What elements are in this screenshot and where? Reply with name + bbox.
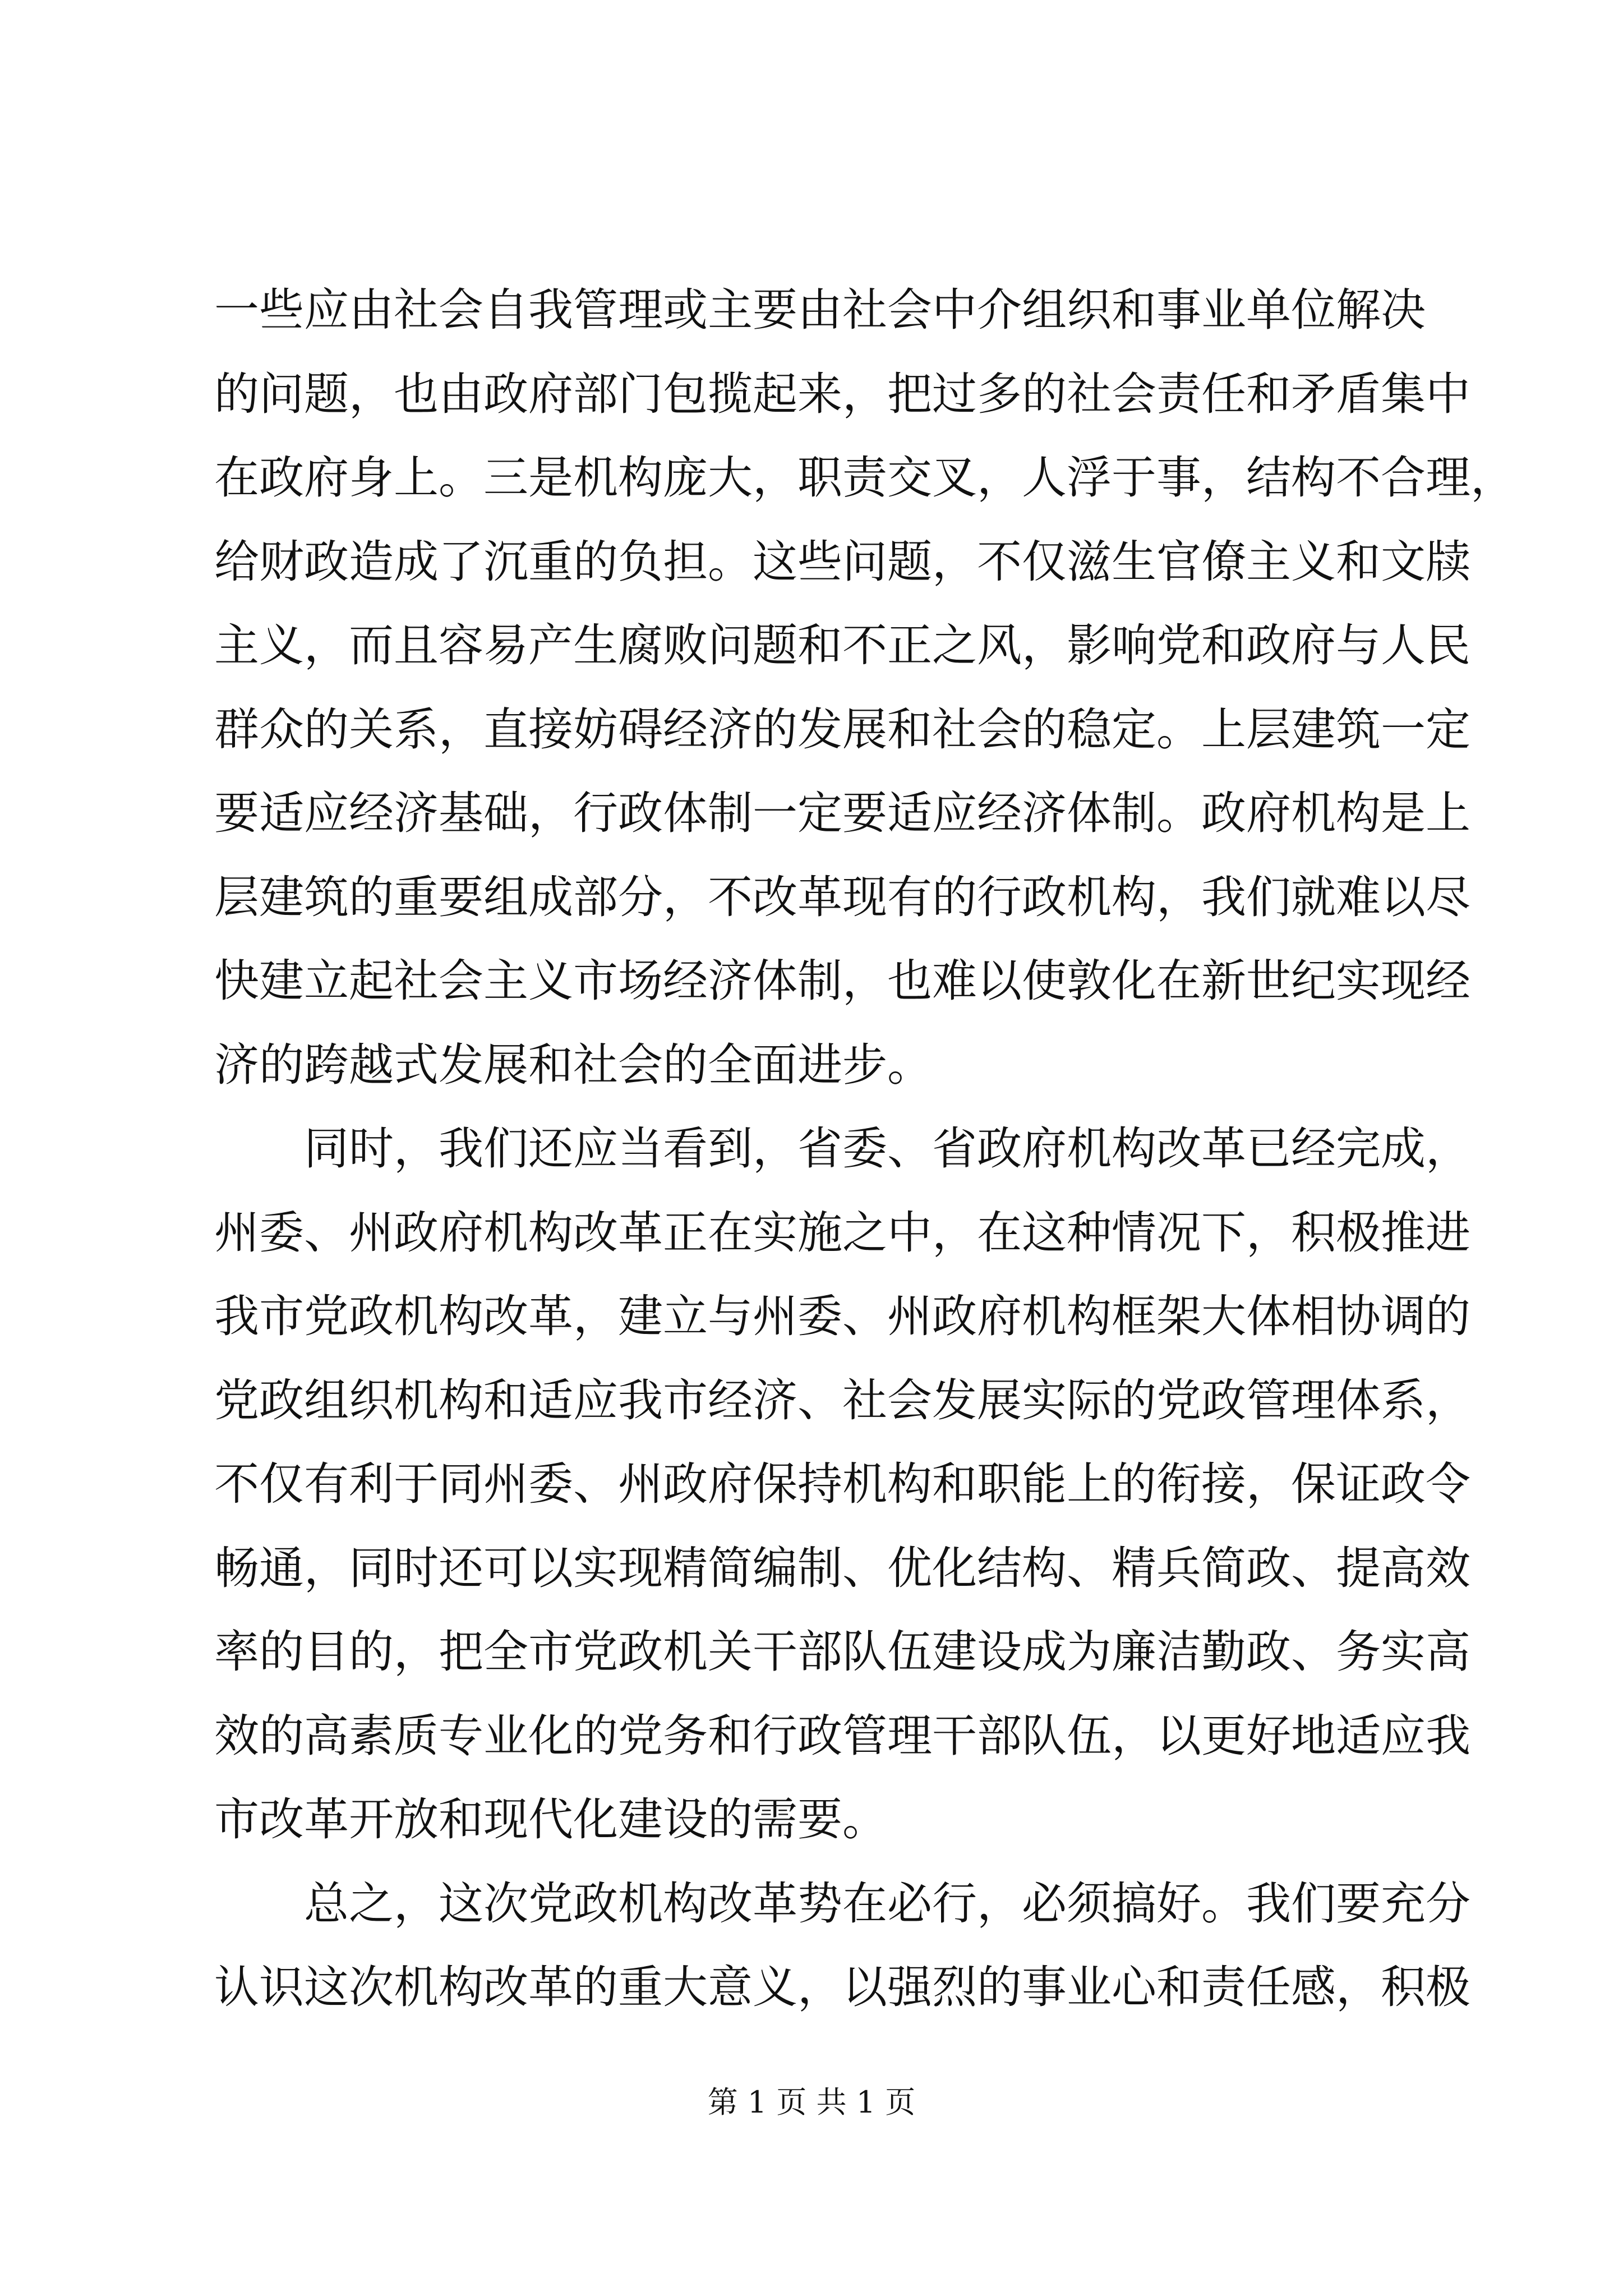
text-line-5: 主义，而且容易产生腐败问题和不正之风，影响党和政府与人民 [214,619,1470,671]
text-line-9: 快建立起社会主义市场经济体制，也难以使敦化在新世纪实现经 [214,955,1470,1007]
document-body [214,268,1515,2030]
text-line-21: 认识这次机构改革的重大意义，以强烈的事业心和责任感，积极 [214,1961,1470,2013]
text-line-16: 畅通，同时还可以实现精简编制、优化结构、精兵简政、提高效 [214,1542,1470,1594]
text-line-19: 市改革开放和现代化建设的需要。 [214,1793,887,1846]
text-line-3: 在政府身上。三是机构庞大，职责交叉，人浮于事，结构不合理， [214,452,1515,504]
text-line-2: 的问题，也由政府部门包揽起来，把过多的社会责任和矛盾集中 [214,367,1470,420]
text-line-20: 总之，这次党政机构改革势在必行，必须搞好。我们要充分 [304,1877,1470,1930]
text-line-6: 群众的关系，直接妨碍经济的发展和社会的稳定。上层建筑一定 [214,703,1470,756]
text-line-8: 层建筑的重要组成部分，不改革现有的行政机构，我们就难以尽 [214,871,1470,923]
text-line-13: 我市党政机构改革，建立与州委、州政府机构框架大体相协调的 [214,1290,1470,1342]
page-footer: 第 1 页 共 1 页 [707,2085,916,2120]
text-line-11: 同时，我们还应当看到，省委、省政府机构改革已经完成， [304,1122,1470,1175]
text-line-17: 率的目的，把全市党政机关干部队伍建设成为廉洁勤政、务实高 [214,1626,1470,1678]
text-line-4: 给财政造成了沉重的负担。这些问题，不仅滋生官僚主义和文牍 [214,535,1470,588]
text-line-10: 济的跨越式发展和社会的全面进步。 [214,1038,932,1091]
text-line-15: 不仅有利于同州委、州政府保持机构和职能上的衔接，保证政令 [214,1458,1470,1510]
text-line-14: 党政组织机构和适应我市经济、社会发展实际的党政管理体系， [214,1374,1470,1427]
text-line-1: 一些应由社会自我管理或主要由社会中介组织和事业单位解决 [214,284,1426,336]
text-line-18: 效的高素质专业化的党务和行政管理干部队伍，以更好地适应我 [214,1709,1470,1762]
text-line-7: 要适应经济基础，行政体制一定要适应经济体制。政府机构是上 [214,787,1470,839]
text-line-12: 州委、州政府机构改革正在实施之中，在这种情况下，积极推进 [214,1206,1470,1259]
